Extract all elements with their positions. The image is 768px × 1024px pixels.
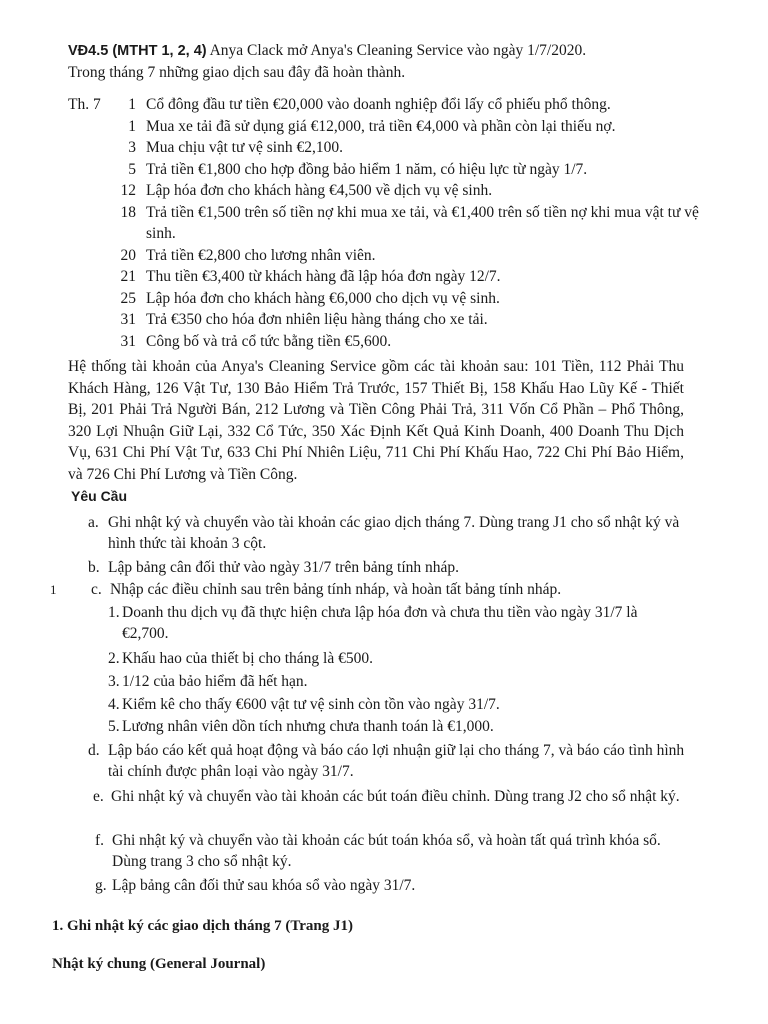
transaction-day: 25 xyxy=(120,289,136,307)
requirement-text: Ghi nhật ký và chuyển vào tài khoản các bút toán khóa sổ, và hoàn tất quá trình khóa sổ. Dùng trang 3 cho sổ nhật ký. xyxy=(112,832,661,870)
requirement-label: e. xyxy=(93,788,104,805)
adjustment-text: Kiểm kê cho thấy €600 vật tư vệ sinh còn tồn vào ngày 31/7. xyxy=(122,696,500,713)
requirement-label: a. xyxy=(88,514,99,531)
transaction-day: 21 xyxy=(120,268,136,285)
problem-heading xyxy=(68,40,708,83)
transaction-day: 12 xyxy=(120,182,136,199)
transaction-day: 31 xyxy=(120,311,136,328)
transaction-row xyxy=(68,245,708,267)
section-heading: 1. Ghi nhật ký các giao dịch tháng 7 (Trang J1) xyxy=(52,918,354,934)
transaction-description: Mua chịu vật tư vệ sinh €2,100. xyxy=(146,139,343,156)
transaction-day: 1 xyxy=(128,96,136,113)
adjustment-text: 1/12 của bảo hiểm đã hết hạn. xyxy=(122,673,308,690)
requirement-text: Ghi nhật ký và chuyển vào tài khoản các giao dịch tháng 7. Dùng trang J1 cho sổ nhật ký và hình thức tài khoản 3 cột. xyxy=(108,514,680,552)
adjustment-label: 4. xyxy=(108,696,120,713)
transaction-day: 18 xyxy=(120,203,136,221)
chart-of-accounts-paragraph: Hệ thống tài khoản của Anya's Cleaning Service gồm các tài khoản sau: 101 Tiền, 112 Phải Thu Khách Hàng, 126 Vật Tư, 130 Bảo Hiểm Trả Trước, 157 Thiết Bị, 158 Khấu Hao Lũy Kế - Thiết Bị, 201 Phải Trả Người Bán, 212 Lương và Tiền Công Phải Trả, 311 Vốn Cổ Phần – Phổ Thông, 320 Lợi Nhuận Giữ Lại, 332 Cổ Tức, 350 Xác Định Kết Quả Kinh Doanh, 400 Doanh Thu Dịch Vụ, 631 Chi Phí Vật Tư, 633 Chi Phí Nhiên Liệu, 711 Chi Phí Khấu Hao, 722 Chi Phí Bảo Hiểm, và 726 Chi Phí Lương và Tiền Công. xyxy=(68,358,684,483)
transaction-description: Lập hóa đơn cho khách hàng €4,500 về dịch vụ vệ sinh. xyxy=(146,182,493,199)
transaction-description: Công bố và trả cổ tức bằng tiền €5,600. xyxy=(146,332,392,350)
transaction-row xyxy=(68,180,708,202)
problem-code: VĐ4.5 (MTHT 1, 2, 4) xyxy=(68,43,207,59)
transaction-list xyxy=(68,94,708,352)
transaction-description: Lập hóa đơn cho khách hàng €6,000 cho dịch vụ vệ sinh. xyxy=(146,289,500,307)
transaction-description: Mua xe tải đã sử dụng giá €12,000, trả tiền €4,000 và phần còn lại thiếu nợ. xyxy=(146,117,616,135)
transaction-day: 31 xyxy=(120,332,136,350)
transaction-month: Th. 7 xyxy=(68,96,101,113)
adjustment-text: Doanh thu dịch vụ đã thực hiện chưa lập hóa đơn và chưa thu tiền vào ngày 31/7 là €2,700. xyxy=(122,604,638,642)
transaction-row xyxy=(68,309,708,331)
margin-mark: 1 xyxy=(50,582,57,597)
problem-intro: Anya Clack mở Anya's Cleaning Service vào ngày 1/7/2020. xyxy=(206,42,587,59)
requirement-label: f. xyxy=(95,832,105,849)
transaction-day: 3 xyxy=(128,139,136,156)
requirement-label: g. xyxy=(95,877,107,894)
adjustment-text: Lương nhân viên dồn tích nhưng chưa thanh toán là €1,000. xyxy=(122,718,494,735)
requirement-text: Lập báo cáo kết quả hoạt động và báo cáo lợi nhuận giữ lại cho tháng 7, và báo cáo tình hình tài chính được phân loại vào ngày 31/7. xyxy=(108,742,685,780)
requirement-label: d. xyxy=(88,742,100,759)
transaction-row xyxy=(68,202,708,245)
transaction-row xyxy=(68,288,708,310)
requirement-text: Lập bảng cân đối thử vào ngày 31/7 trên bảng tính nháp. xyxy=(108,559,460,576)
transaction-day: 5 xyxy=(128,160,136,178)
transaction-description: Cổ đông đầu tư tiền €20,000 vào doanh nghiệp đổi lấy cổ phiếu phổ thông. xyxy=(146,96,611,113)
requirement-text: Ghi nhật ký và chuyển vào tài khoản các bút toán điều chỉnh. Dùng trang J2 cho sổ nhật ký. xyxy=(111,788,680,805)
requirement-text: Lập bảng cân đối thử sau khóa sổ vào ngày 31/7. xyxy=(112,877,416,894)
transaction-description: Trả tiền €2,800 cho lương nhân viên. xyxy=(146,246,376,264)
adjustment-label: 2. xyxy=(108,650,120,667)
transaction-row xyxy=(68,137,708,159)
requirement-label: c. xyxy=(91,581,102,598)
transaction-description: Trả tiền €1,800 cho hợp đồng bảo hiểm 1 năm, có hiệu lực từ ngày 1/7. xyxy=(146,160,588,178)
adjustment-label: 3. xyxy=(108,673,120,690)
transaction-row xyxy=(68,266,708,288)
adjustment-label: 1. xyxy=(108,604,120,621)
transaction-description: Thu tiền €3,400 từ khách hàng đã lập hóa đơn ngày 12/7. xyxy=(146,268,501,285)
transaction-row xyxy=(68,159,708,181)
adjustment-label: 5. xyxy=(108,718,120,735)
requirements-heading: Yêu Cầu xyxy=(71,488,128,504)
transaction-row xyxy=(68,331,708,353)
transaction-day: 1 xyxy=(128,117,136,135)
transaction-row xyxy=(68,94,708,116)
transaction-description: Trả €350 cho hóa đơn nhiên liệu hàng tháng cho xe tải. xyxy=(146,311,488,328)
transaction-description: Trả tiền €1,500 trên số tiền nợ khi mua xe tải, và €1,400 trên số tiền nợ khi mua vật tư vệ sinh. xyxy=(146,203,699,242)
problem-intro-line2: Trong tháng 7 những giao dịch sau đây đã hoàn thành. xyxy=(68,64,406,81)
requirement-text: Nhập các điều chỉnh sau trên bảng tính nháp, và hoàn tất bảng tính nháp. xyxy=(110,581,562,598)
transaction-row xyxy=(68,116,708,138)
journal-heading: Nhật ký chung (General Journal) xyxy=(52,956,266,972)
adjustment-text: Khấu hao của thiết bị cho tháng là €500. xyxy=(122,650,373,667)
requirement-label: b. xyxy=(88,559,100,576)
transaction-day: 20 xyxy=(120,246,136,264)
